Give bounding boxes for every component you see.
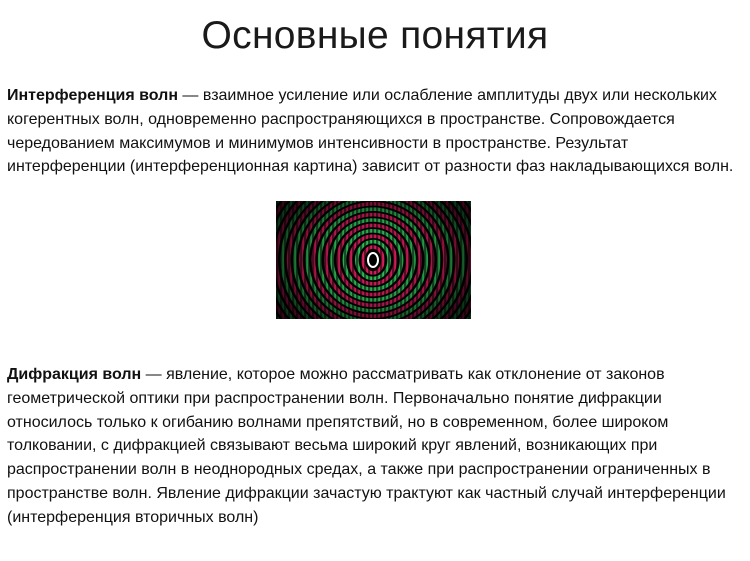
- diffraction-paragraph: [7, 363, 745, 530]
- diffraction-definition: — явление, которое можно рассматривать как отклонение от законов геометрической оптики при распространении волн. Первоначально понятие дифракции относилось только к огибанию волнами препятствий, но в современном, более широком толковании, с дифракцией связывают весьма широкий круг явлений, возникающих при распространении волн в неоднородных средах, а также при распространении ограниченных в пространстве волн. Явление дифракции зачастую трактуют как частный случай интерференции (интерференция вторичных волн): [7, 366, 726, 526]
- interference-pattern-graphic: [276, 201, 471, 319]
- interference-paragraph: [7, 84, 745, 179]
- diffraction-term: Дифракция волн: [7, 366, 142, 383]
- slide-title: Основные понятия: [201, 14, 549, 57]
- interference-definition: — взаимное усиление или ослабление амплитуды двух или нескольких когерентных волн, одновременно распространяющихся в пространстве. Сопровождается чередованием максимумов и минимумов интенсивности в пространстве. Результат интерференции (интерференционная картина) зависит от разности фаз накладывающихся волн.: [7, 87, 734, 176]
- interference-term: Интерференция волн: [7, 87, 178, 104]
- interference-pattern-image: [276, 201, 471, 319]
